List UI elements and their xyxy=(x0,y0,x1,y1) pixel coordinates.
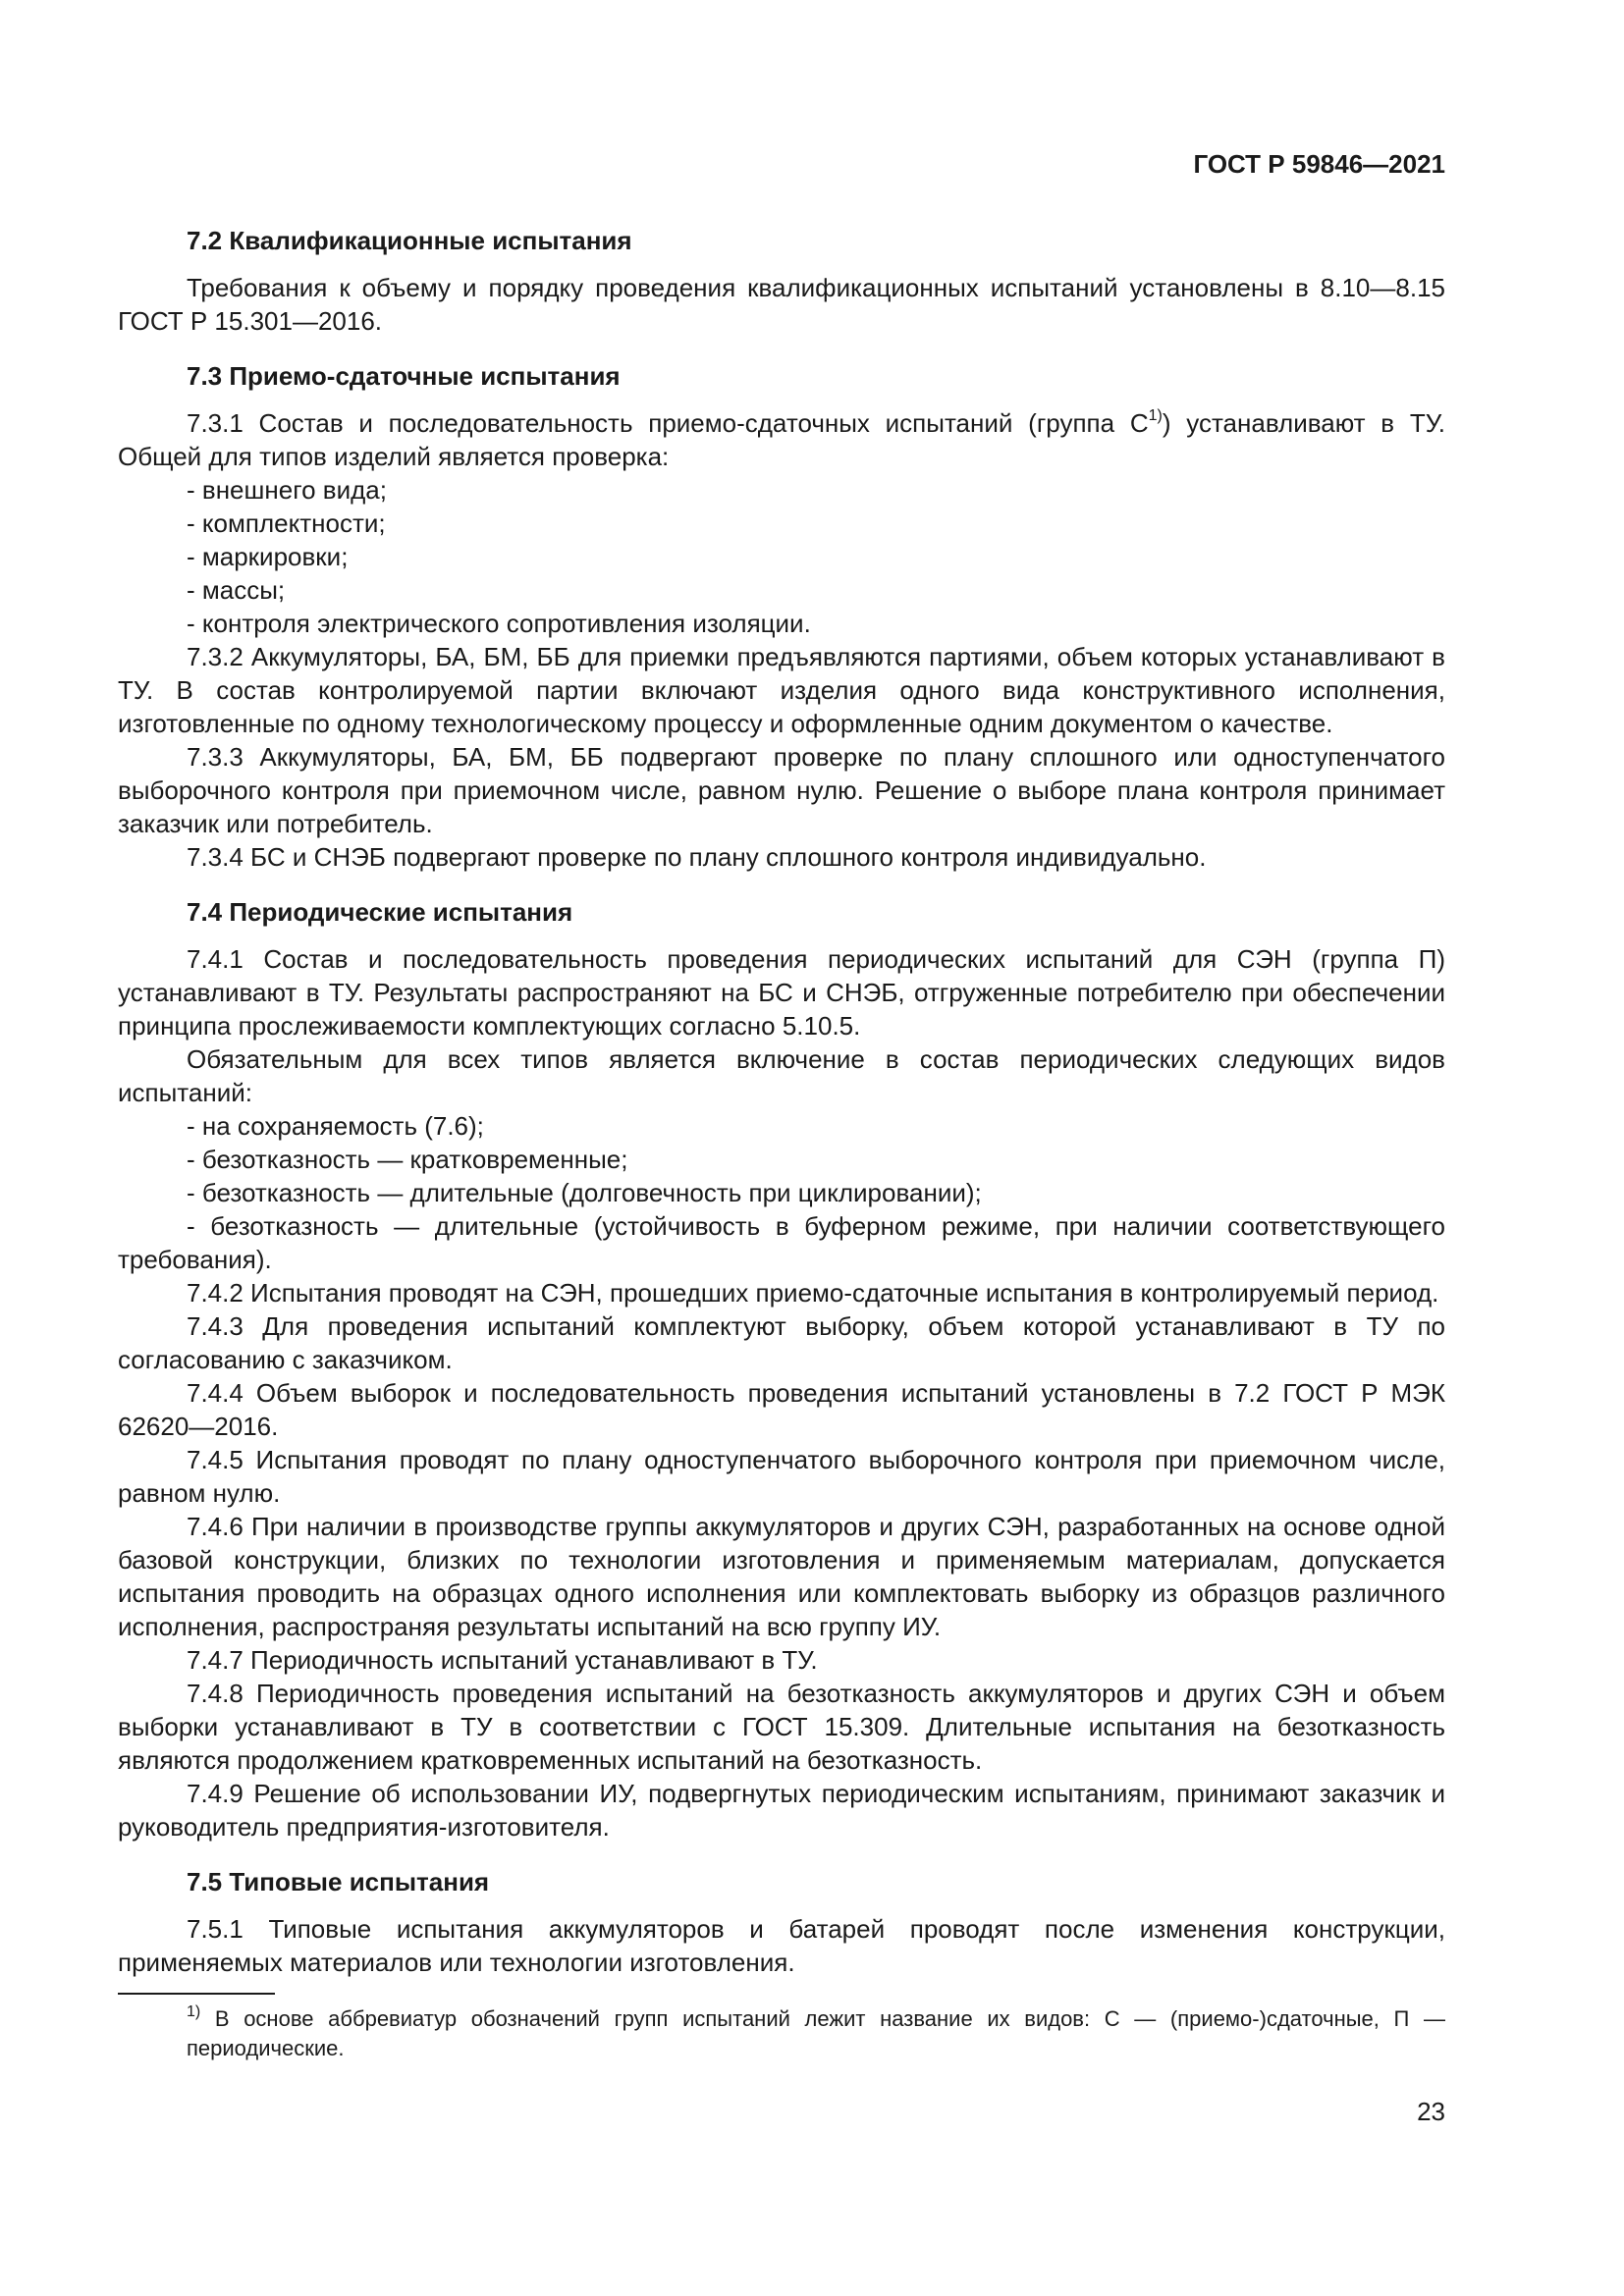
paragraph-7-4-9: 7.4.9 Решение об использовании ИУ, подвергнутых периодическим испытаниям, принимают заказчик и руководитель предприятия-изготовителя. xyxy=(118,1779,1445,1842)
paragraph-7-3-2: 7.3.2 Аккумуляторы, БА, БМ, ББ для приемки предъявляются партиями, объем которых устанавливают в ТУ. В состав контролируемой партии включают изделия одного вида конструктивного исполнения, изготовленные по одному технологическому процессу и оформленные одним документом о качестве. xyxy=(118,642,1445,738)
paragraph-7-4-6: 7.4.6 При наличии в производстве группы аккумуляторов и других СЭН, разработанных на основе одной базовой конструкции, близких по технологии изготовления и применяемым материалам, допускается испытания проводить на образцах одного исполнения или комплектовать выборку из образцов различного исполнения, распространяя результаты испытаний на всю группу ИУ. xyxy=(118,1512,1445,1641)
paragraph-7-3-4: 7.3.4 БС и СНЭБ подвергают проверке по плану сплошного контроля индивидуально. xyxy=(187,842,1207,872)
paragraph-7-5-1: 7.5.1 Типовые испытания аккумуляторов и батарей проводят после изменения конструкции, применяемых материалов или технологии изготовления. xyxy=(118,1914,1445,1977)
list-item: - комплектности; xyxy=(187,508,386,538)
paragraph-7-4-8: 7.4.8 Периодичность проведения испытаний на безотказность аккумуляторов и других СЭН и объем выборки устанавливают в ТУ в соответствии с ГОСТ 15.309. Длительные испытания на безотказность являются продолжением кратковременных испытаний на безотказность. xyxy=(118,1679,1445,1775)
page-number: 23 xyxy=(1417,2097,1445,2126)
paragraph-7-4-1: 7.4.1 Состав и последовательность проведения периодических испытаний для СЭН (группа П) устанавливают в ТУ. Результаты распространяют на БС и СНЭБ, отгруженные потребителю при обеспечении принципа прослеживаемости комплектующих согласно 5.10.5. xyxy=(118,944,1445,1041)
section-7-5-title: 7.5 Типовые испытания xyxy=(187,1867,490,1896)
section-7-2-paragraph: Требования к объему и порядку проведения квалификационных испытаний установлены в 8.10—8.15 ГОСТ Р 15.301—2016. xyxy=(118,273,1445,336)
list-item: - безотказность — кратковременные; xyxy=(187,1145,628,1174)
paragraph-7-4-3: 7.4.3 Для проведения испытаний комплектуют выборку, объем которой устанавливают в ТУ по согласованию с заказчиком. xyxy=(118,1311,1445,1374)
footnote-ref: 1) xyxy=(1148,407,1163,425)
list-item: - на сохраняемость (7.6); xyxy=(187,1111,484,1141)
footnote-divider xyxy=(118,1993,275,1995)
list-item: - безотказность — длительные (устойчивость в буферном режиме, при наличии соответствующего требования). xyxy=(118,1211,1445,1274)
section-7-2-title: 7.2 Квалификационные испытания xyxy=(187,226,632,255)
section-7-3-title: 7.3 Приемо-сдаточные испытания xyxy=(187,361,621,391)
paragraph-7-4-mandatory: Обязательным для всех типов является включение в состав периодических следующих видов испытаний: xyxy=(118,1044,1445,1107)
footnote-mark: 1) xyxy=(187,2002,201,2020)
section-7-4-title: 7.4 Периодические испытания xyxy=(187,897,573,927)
list-item: - маркировки; xyxy=(187,542,349,571)
paragraph-7-4-7: 7.4.7 Периодичность испытаний устанавливают в ТУ. xyxy=(187,1645,818,1675)
paragraph-7-4-2: 7.4.2 Испытания проводят на СЭН, прошедших приемо-сдаточные испытания в контролируемый период. xyxy=(187,1278,1439,1308)
list-item: - контроля электрического сопротивления изоляции. xyxy=(187,609,811,638)
list-item: - безотказность — длительные (долговечность при циклировании); xyxy=(187,1178,982,1207)
list-item: - массы; xyxy=(187,575,286,605)
footnote: $^{1)}$ В основе аббревиатур обозначений групп испытаний лежит название их видов: С — (приемо-)сдаточные, П — периодические. xyxy=(187,2002,1445,2060)
paragraph-7-4-5: 7.4.5 Испытания проводят по плану одноступенчатого выборочного контроля при приемочном числе, равном нулю. xyxy=(118,1445,1445,1508)
list-item: - внешнего вида; xyxy=(187,475,387,505)
paragraph-7-4-4: 7.4.4 Объем выборок и последовательность проведения испытаний установлены в 7.2 ГОСТ Р МЭК 62620—2016. xyxy=(118,1378,1445,1441)
paragraph-7-3-1: 7.3.1 Состав и последовательность приемо-сдаточных испытаний (группа $С^{1)}$) устанавливают в ТУ. Общей для типов изделий является проверка: xyxy=(118,407,1446,471)
page-body xyxy=(118,137,1445,2063)
document-code: ГОСТ Р 59846—2021 xyxy=(1193,149,1445,179)
paragraph-7-3-3: 7.3.3 Аккумуляторы, БА, БМ, ББ подвергают проверке по плану сплошного или одноступенчатого выборочного контроля при приемочном числе, равном нулю. Решение о выборе плана контроля принимает заказчик или потребитель. xyxy=(118,742,1445,838)
